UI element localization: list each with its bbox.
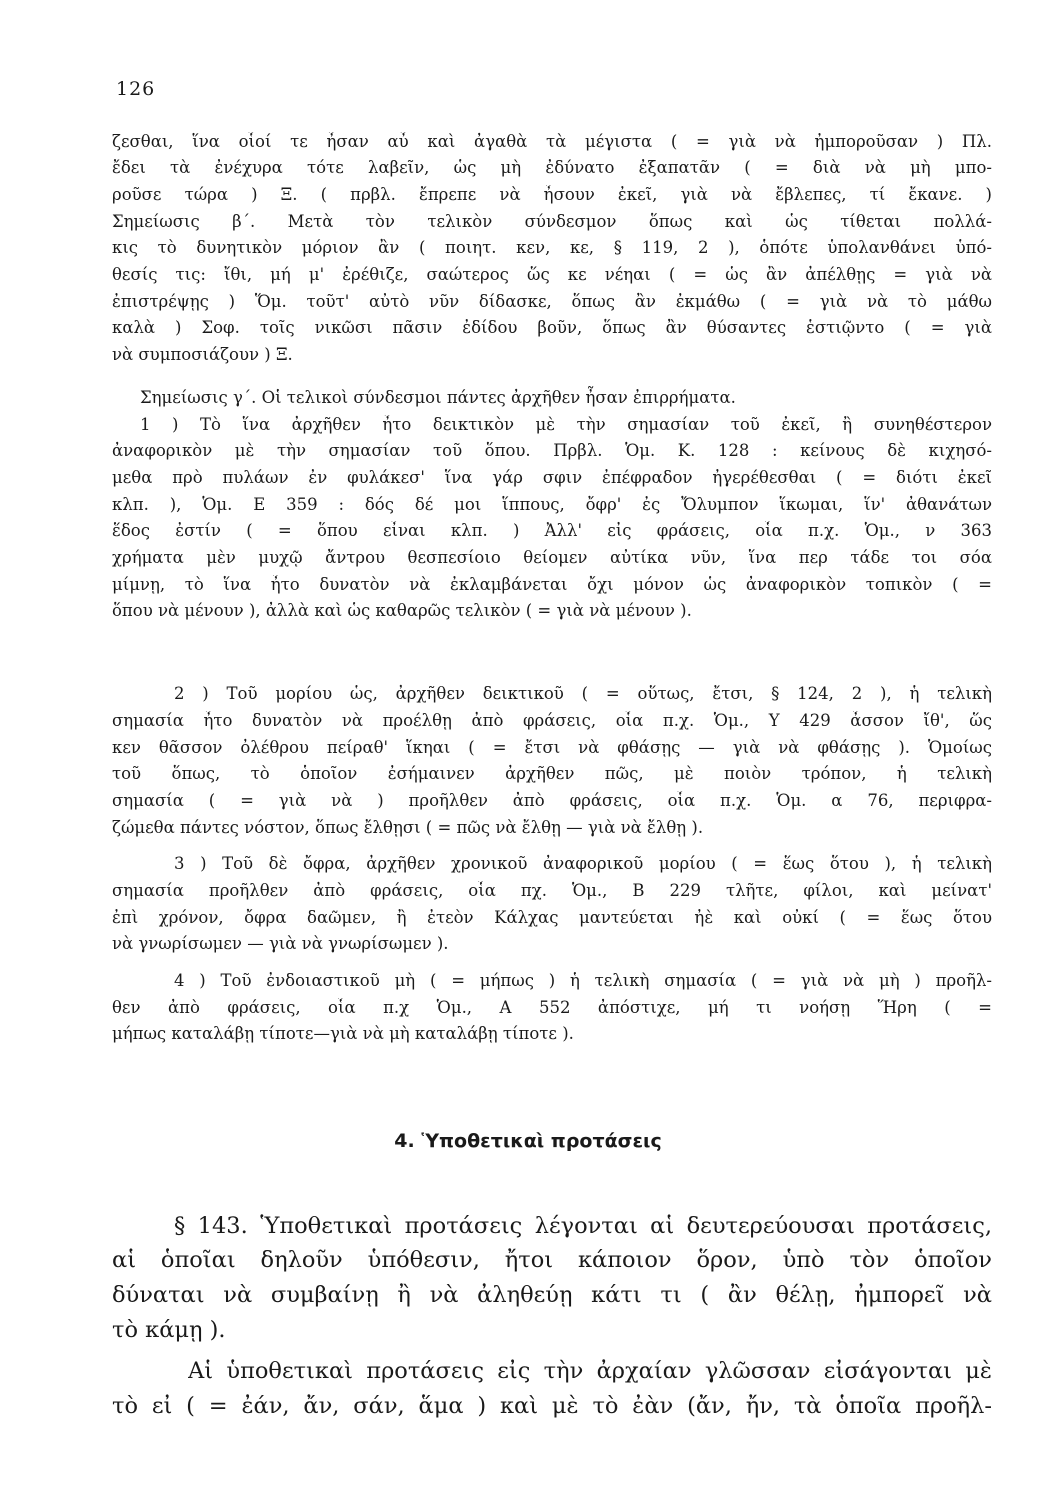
text-line: ἕδος ἐστίν ( = ὅπου εἶναι κλπ. ) Ἀλλ' εἰς φράσεις, οἷα π.χ. Ὁμ., ν 363 [112, 521, 992, 540]
text-line: νὰ γνωρίσωμεν — γιὰ νὰ γνωρίσωμεν ). [112, 934, 449, 953]
text-line: τοῦ ὅπως, τὸ ὁποῖον ἐσήμαινεν ἀρχῆθεν πῶς, μὲ ποιὸν τρόπον, ἡ τελικὴ [112, 764, 992, 783]
text-line: ἀναφορικὸν μὲ τὴν σημασίαν τοῦ ὅπου. Πρβλ. Ὁμ. Κ. 128 : κείνους δὲ κιχησό- [112, 441, 992, 460]
text-line: ἐπιστρέψῃς ) Ὅμ. τοῦτ' αὐτὸ νῦν δίδασκε, ὅπως ἂν ἐκμάθω ( = γιὰ νὰ τὸ μάθω [112, 292, 992, 311]
text-line: δύναται νὰ συμβαίνῃ ἢ νὰ ἀληθεύῃ κάτι τι ( ἂν θέλῃ, ἠμπορεῖ νὰ [112, 1282, 992, 1308]
text-line: ζώμεθα πάντες νόστον, ὅπως ἔλθῃσι ( = πῶς νὰ ἔλθῃ — γιὰ νὰ ἔλθῃ ). [112, 818, 704, 837]
text-line: μεθα πρὸ πυλάων ἐν φυλάκεσ' ἵνα γάρ σφιν ἐπέφραδον ἠγερέθεσθαι ( = διότι ἐκεῖ [112, 468, 992, 487]
text-line: κεν θᾶσσον ὀλέθρου πείραθ' ἵκηαι ( = ἔτσι νὰ φθάσῃς — γιὰ νὰ φθάσῃς ). Ὁμοίως [112, 738, 992, 757]
text-line: αἱ ὁποῖαι δηλοῦν ὑπόθεσιν, ἤτοι κάποιον ὅρον, ὑπὸ τὸν ὁποῖον [112, 1247, 992, 1273]
text-line: ἔδει τὰ ἐνέχυρα τότε λαβεῖν, ὡς μὴ ἐδύνατο ἐξαπατᾶν ( = διὰ νὰ μὴ μπο- [112, 158, 992, 177]
text-line: κλπ. ), Ὁμ. Ε 359 : δός δέ μοι ἵππους, ὄφρ' ἐς Ὄλυμπον ἵκωμαι, ἵν' ἀθανάτων [112, 495, 992, 514]
text-line: τὸ κάμῃ ). [112, 1317, 226, 1343]
text-line: ὅπου νὰ μένουν ), ἀλλὰ καὶ ὡς καθαρῶς τελικὸν ( = γιὰ νὰ μένουν ). [112, 601, 692, 620]
text-line: θεσίς τις: ἴθι, μή μ' ἐρέθιζε, σαώτερος ὥς κε νέηαι ( = ὡς ἂν ἀπέλθῃς = γιὰ νὰ [112, 265, 992, 284]
text-line: § 143. Ὑποθετικαὶ προτάσεις λέγονται αἱ δευτερεύουσαι προτάσεις, [174, 1213, 992, 1239]
text-line: σημασία ( = γιὰ νὰ ) προῆλθεν ἀπὸ φράσεις, οἷα π.χ. Ὁμ. α 76, περιφρα- [112, 791, 992, 810]
text-line: κις τὸ δυνητικὸν μόριον ἂν ( ποιητ. κεν, κε, § 119, 2 ), ὁπότε ὑπολανθάνει ὑπό- [112, 238, 992, 257]
section-heading: 4. Ὑποθετικαὶ προτάσεις [394, 1130, 662, 1152]
text-line: χρήματα μὲν μυχῷ ἄντρου θεσπεσίοιο θείομεν αὐτίκα νῦν, ἵνα περ τάδε τοι σόα [112, 548, 992, 567]
text-line: ἐπὶ χρόνον, ὄφρα δαῶμεν, ἢ ἐτεὸν Κάλχας μαντεύεται ἠὲ καὶ οὐκί ( = ἕως ὅτου [112, 908, 992, 927]
page-number: 126 [116, 78, 156, 100]
text-line: Σημείωσις γ΄. Οἱ τελικοὶ σύνδεσμοι πάντες ἀρχῆθεν ἦσαν ἐπιρρήματα. [140, 388, 736, 407]
text-line: νὰ συμποσιάζουν ) Ξ. [112, 345, 293, 364]
text-line: τὸ εἰ ( = ἐάν, ἄν, σάν, ἅμα ) καὶ μὲ τὸ ἐὰν (ἄν, ἤν, τὰ ὁποῖα προῆλ- [112, 1393, 992, 1419]
text-line: σημασία ἦτο δυνατὸν νὰ προέλθῃ ἀπὸ φράσεις, οἷα π.χ. Ὁμ., Υ 429 ἆσσον ἴθ', ὥς [112, 711, 992, 730]
text-line: καλὰ ) Σοφ. τοῖς νικῶσι πᾶσιν ἐδίδου βοῦν, ὅπως ἂν θύσαντες ἑστιῷντο ( = γιὰ [112, 318, 992, 337]
text-line: θεν ἀπὸ φράσεις, οἷα π.χ Ὁμ., Α 552 ἀπόστιχε, μή τι νοήσῃ Ἥρη ( = [112, 998, 992, 1017]
text-line: σημασία προῆλθεν ἀπὸ φράσεις, οἷα πχ. Ὁμ., Β 229 τλῆτε, φίλοι, καὶ μείνατ' [112, 881, 992, 900]
text-line: Σημείωσις β΄. Μετὰ τὸν τελικὸν σύνδεσμον ὅπως καὶ ὡς τίθεται πολλά- [112, 212, 992, 231]
text-line: ζεσθαι, ἵνα οἷοί τε ἦσαν αὖ καὶ ἀγαθὰ τὰ μέγιστα ( = γιὰ νὰ ἠμποροῦσαν ) Πλ. [112, 132, 992, 151]
text-line: μήπως καταλάβῃ τίποτε—γιὰ νὰ μὴ καταλάβῃ τίποτε ). [112, 1024, 574, 1043]
text-line: 3 ) Τοῦ δὲ ὄφρα, ἀρχῆθεν χρονικοῦ ἀναφορικοῦ μορίου ( = ἕως ὅτου ), ἡ τελικὴ [174, 854, 992, 873]
text-line: 2 ) Τοῦ μορίου ὡς, ἀρχῆθεν δεικτικοῦ ( = οὕτως, ἔτσι, § 124, 2 ), ἡ τελικὴ [174, 684, 992, 703]
text-line: 1 ) Τὸ ἵνα ἀρχῆθεν ἦτο δεικτικὸν μὲ τὴν σημασίαν τοῦ ἐκεῖ, ἢ συνηθέστερον [140, 415, 992, 434]
text-line: 4 ) Τοῦ ἐνδοιαστικοῦ μὴ ( = μήπως ) ἡ τελικὴ σημασία ( = γιὰ νὰ μὴ ) προῆλ- [174, 971, 992, 990]
text-line: ροῦσε τώρα ) Ξ. ( πρβλ. ἔπρεπε νὰ ἦσουν ἐκεῖ, γιὰ νὰ ἔβλεπες, τί ἔκανε. ) [112, 185, 992, 204]
text-line: Αἱ ὑποθετικαὶ προτάσεις εἰς τὴν ἀρχαίαν γλῶσσαν εἰσάγονται μὲ [188, 1358, 992, 1384]
text-line: μίμνῃ, τὸ ἵνα ἦτο δυνατὸν νὰ ἐκλαμβάνεται ὄχι μόνον ὡς ἀναφορικὸν τοπικὸν ( = [112, 575, 992, 594]
